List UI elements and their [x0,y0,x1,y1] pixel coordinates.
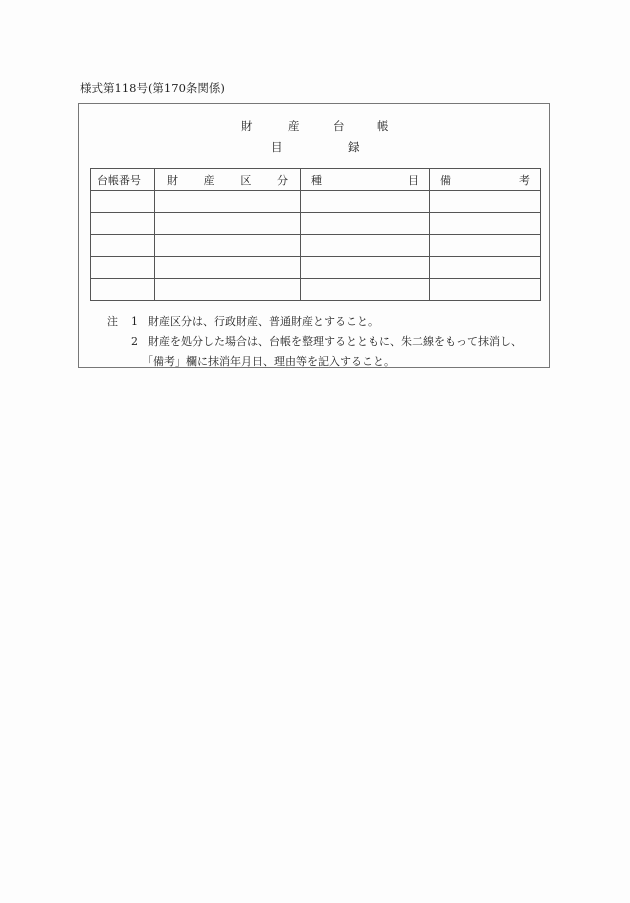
note-text-continuation: 「備考」欄に抹消年月日、理由等を記入すること。 [142,355,395,368]
cell[interactable] [91,191,155,213]
cell[interactable] [91,257,155,279]
subtitle-char: 目 [271,140,283,154]
header-ledger-number [91,169,155,191]
ledger-table [90,168,541,301]
header-text: 台帳番号 [97,173,141,187]
table-row [91,235,541,257]
cell[interactable] [155,279,301,301]
cell[interactable] [91,235,155,257]
header-text: 備 [440,173,451,187]
header-property-category [155,169,301,191]
cell[interactable] [430,257,541,279]
cell[interactable] [301,279,430,301]
note-text: 財産を処分した場合は、台帳を整理するとともに、朱二線をもって抹消し、 [148,335,522,348]
cell[interactable] [301,191,430,213]
header-text: 区 [240,173,252,187]
header-remarks [430,169,541,191]
subtitle-char: 録 [348,140,360,154]
cell[interactable] [91,279,155,301]
note-number: 1 [131,315,138,328]
table-row [91,279,541,301]
cell[interactable] [430,235,541,257]
table-row [91,257,541,279]
note-number: 2 [131,335,138,348]
table-row [91,213,541,235]
cell[interactable] [430,279,541,301]
cell[interactable] [430,191,541,213]
cell[interactable] [155,191,301,213]
title-char: 産 [288,119,300,133]
cell[interactable] [155,213,301,235]
cell[interactable] [155,257,301,279]
cell[interactable] [301,213,430,235]
header-text: 分 [276,173,288,187]
header-text: 産 [203,173,215,187]
header-item-type [301,169,430,191]
title-char: 台 [333,119,345,133]
header-text: 目 [408,173,419,187]
cell[interactable] [155,235,301,257]
cell[interactable] [301,257,430,279]
cell[interactable] [430,213,541,235]
cell[interactable] [301,235,430,257]
header-text: 財 [167,173,178,187]
header-text: 種 [311,173,322,187]
notes-prefix: 注 [107,315,118,328]
title-char: 財 [241,119,253,133]
title-char: 帳 [377,119,389,133]
form-number-label: 様式第118号(第170条関係) [80,81,225,95]
cell[interactable] [91,213,155,235]
table-header-row [91,169,541,191]
header-text: 考 [519,173,530,187]
note-text: 財産区分は、行政財産、普通財産とすること。 [148,315,379,328]
table-row [91,191,541,213]
